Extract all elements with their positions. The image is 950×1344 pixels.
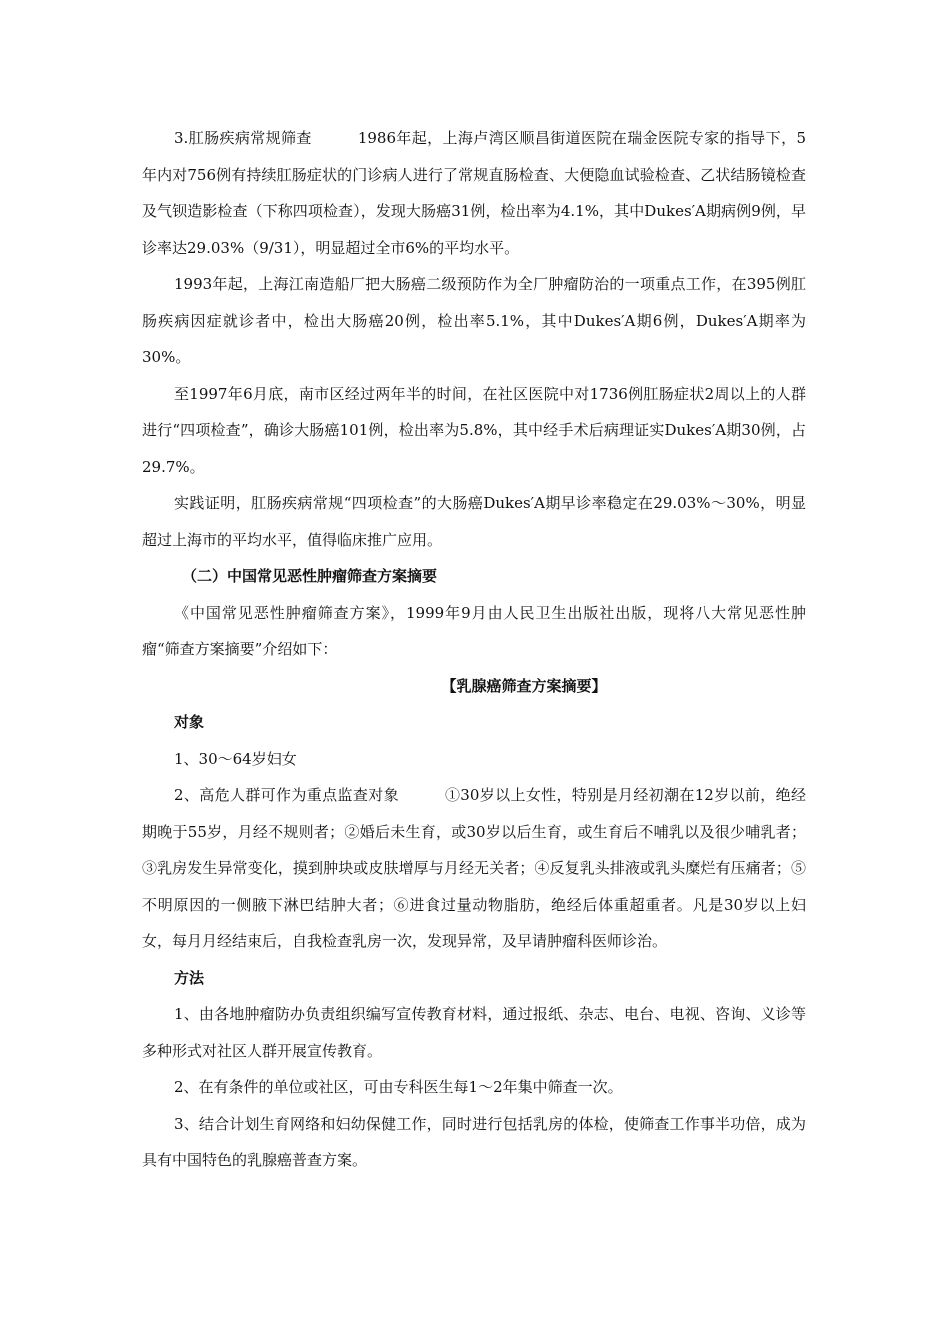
paragraph-text: 1986年起，上海卢湾区顺昌街道医院在瑞金医院专家的指导下，5年内对756例有持续肛肠症状的门诊病人进行了常规直肠检查、大便隐血试验检查、乙状结肠镜检查及气钡造影检查（下称四项检查），发现大肠癌31例，检出率为4.1%，其中Dukes′A期病例9例，早诊率达29.03%（9/31），明显超过全市6%的平均水平。 xyxy=(142,129,806,257)
method-subheading: 方法 xyxy=(174,968,205,987)
breast-cancer-heading: 【乳腺癌筛查方案摘要】 xyxy=(441,676,607,695)
target-item-1: 1、30～64岁妇女 xyxy=(174,749,297,768)
paragraph-screening-book-intro: 《中国常见恶性肿瘤筛查方案》，1999年9月由人民卫生出版社出版，现将八大常见恶性肿瘤“筛查方案摘要”介绍如下： xyxy=(142,603,806,658)
method-item-1: 1、由各地肿瘤防办负责组织编写宣传教育材料，通过报纸、杂志、电台、电视、咨询、义诊等多种形式对社区人群开展宣传教育。 xyxy=(142,1005,806,1060)
paragraph-anorectal-screening xyxy=(142,120,806,266)
method-item-2: 2、在有条件的单位或社区，可由专科医生每1～2年集中筛查一次。 xyxy=(174,1078,623,1096)
method-item-3: 3、结合计划生育网络和妇幼保健工作，同时进行包括乳房的体检，使筛查工作事半功倍，成为具有中国特色的乳腺癌普查方案。 xyxy=(142,1114,806,1169)
target-item-2-text: ①30岁以上女性，特别是月经初潮在12岁以前，绝经期晚于55岁，月经不规则者；②婚后未生育，或30岁以后生育，或生育后不哺乳以及很少哺乳者；③乳房发生异常变化，摸到肿块或皮肤增厚与月经无关者；④反复乳头排液或乳头糜烂有压痛者；⑤不明原因的一侧腋下淋巴结肿大者；⑥进食过量动物脂肪，绝经后体重超重者。凡是30岁以上妇女，每月月经结束后，自我检查乳房一次，发现异常，及早请肿瘤科医师诊治。 xyxy=(142,786,807,950)
paragraph-jiangnan-shipyard: 1993年起，上海江南造船厂把大肠癌二级预防作为全厂肿瘤防治的一项重点工作，在395例肛肠疾病因症就诊者中，检出大肠癌20例，检出率5.1%，其中Dukes′A期6例，Dukes′A期率为30%。 xyxy=(142,275,806,366)
paragraph-practice-conclusion: 实践证明，肛肠疾病常规“四项检查”的大肠癌Dukes′A期早诊率稳定在29.03%～30%，明显超过上海市的平均水平，值得临床推广应用。 xyxy=(142,494,806,549)
target-item-2-title: 2、高危人群可作为重点监查对象 xyxy=(174,786,399,804)
paragraph-nanshi-district: 至1997年6月底，南市区经过两年半的时间，在社区医院中对1736例肛肠症状2周以上的人群进行“四项检查”，确诊大肠癌101例，检出率为5.8%，其中经手术后病理证实Dukes′A期30例，占29.7%。 xyxy=(142,384,806,476)
document-body xyxy=(142,120,806,1179)
paragraph-title: 3.肛肠疾病常规筛查 xyxy=(174,129,312,147)
section-heading: （二）中国常见恶性肿瘤筛查方案摘要 xyxy=(182,567,438,585)
target-item-2 xyxy=(142,777,806,960)
target-subheading: 对象 xyxy=(174,713,205,731)
